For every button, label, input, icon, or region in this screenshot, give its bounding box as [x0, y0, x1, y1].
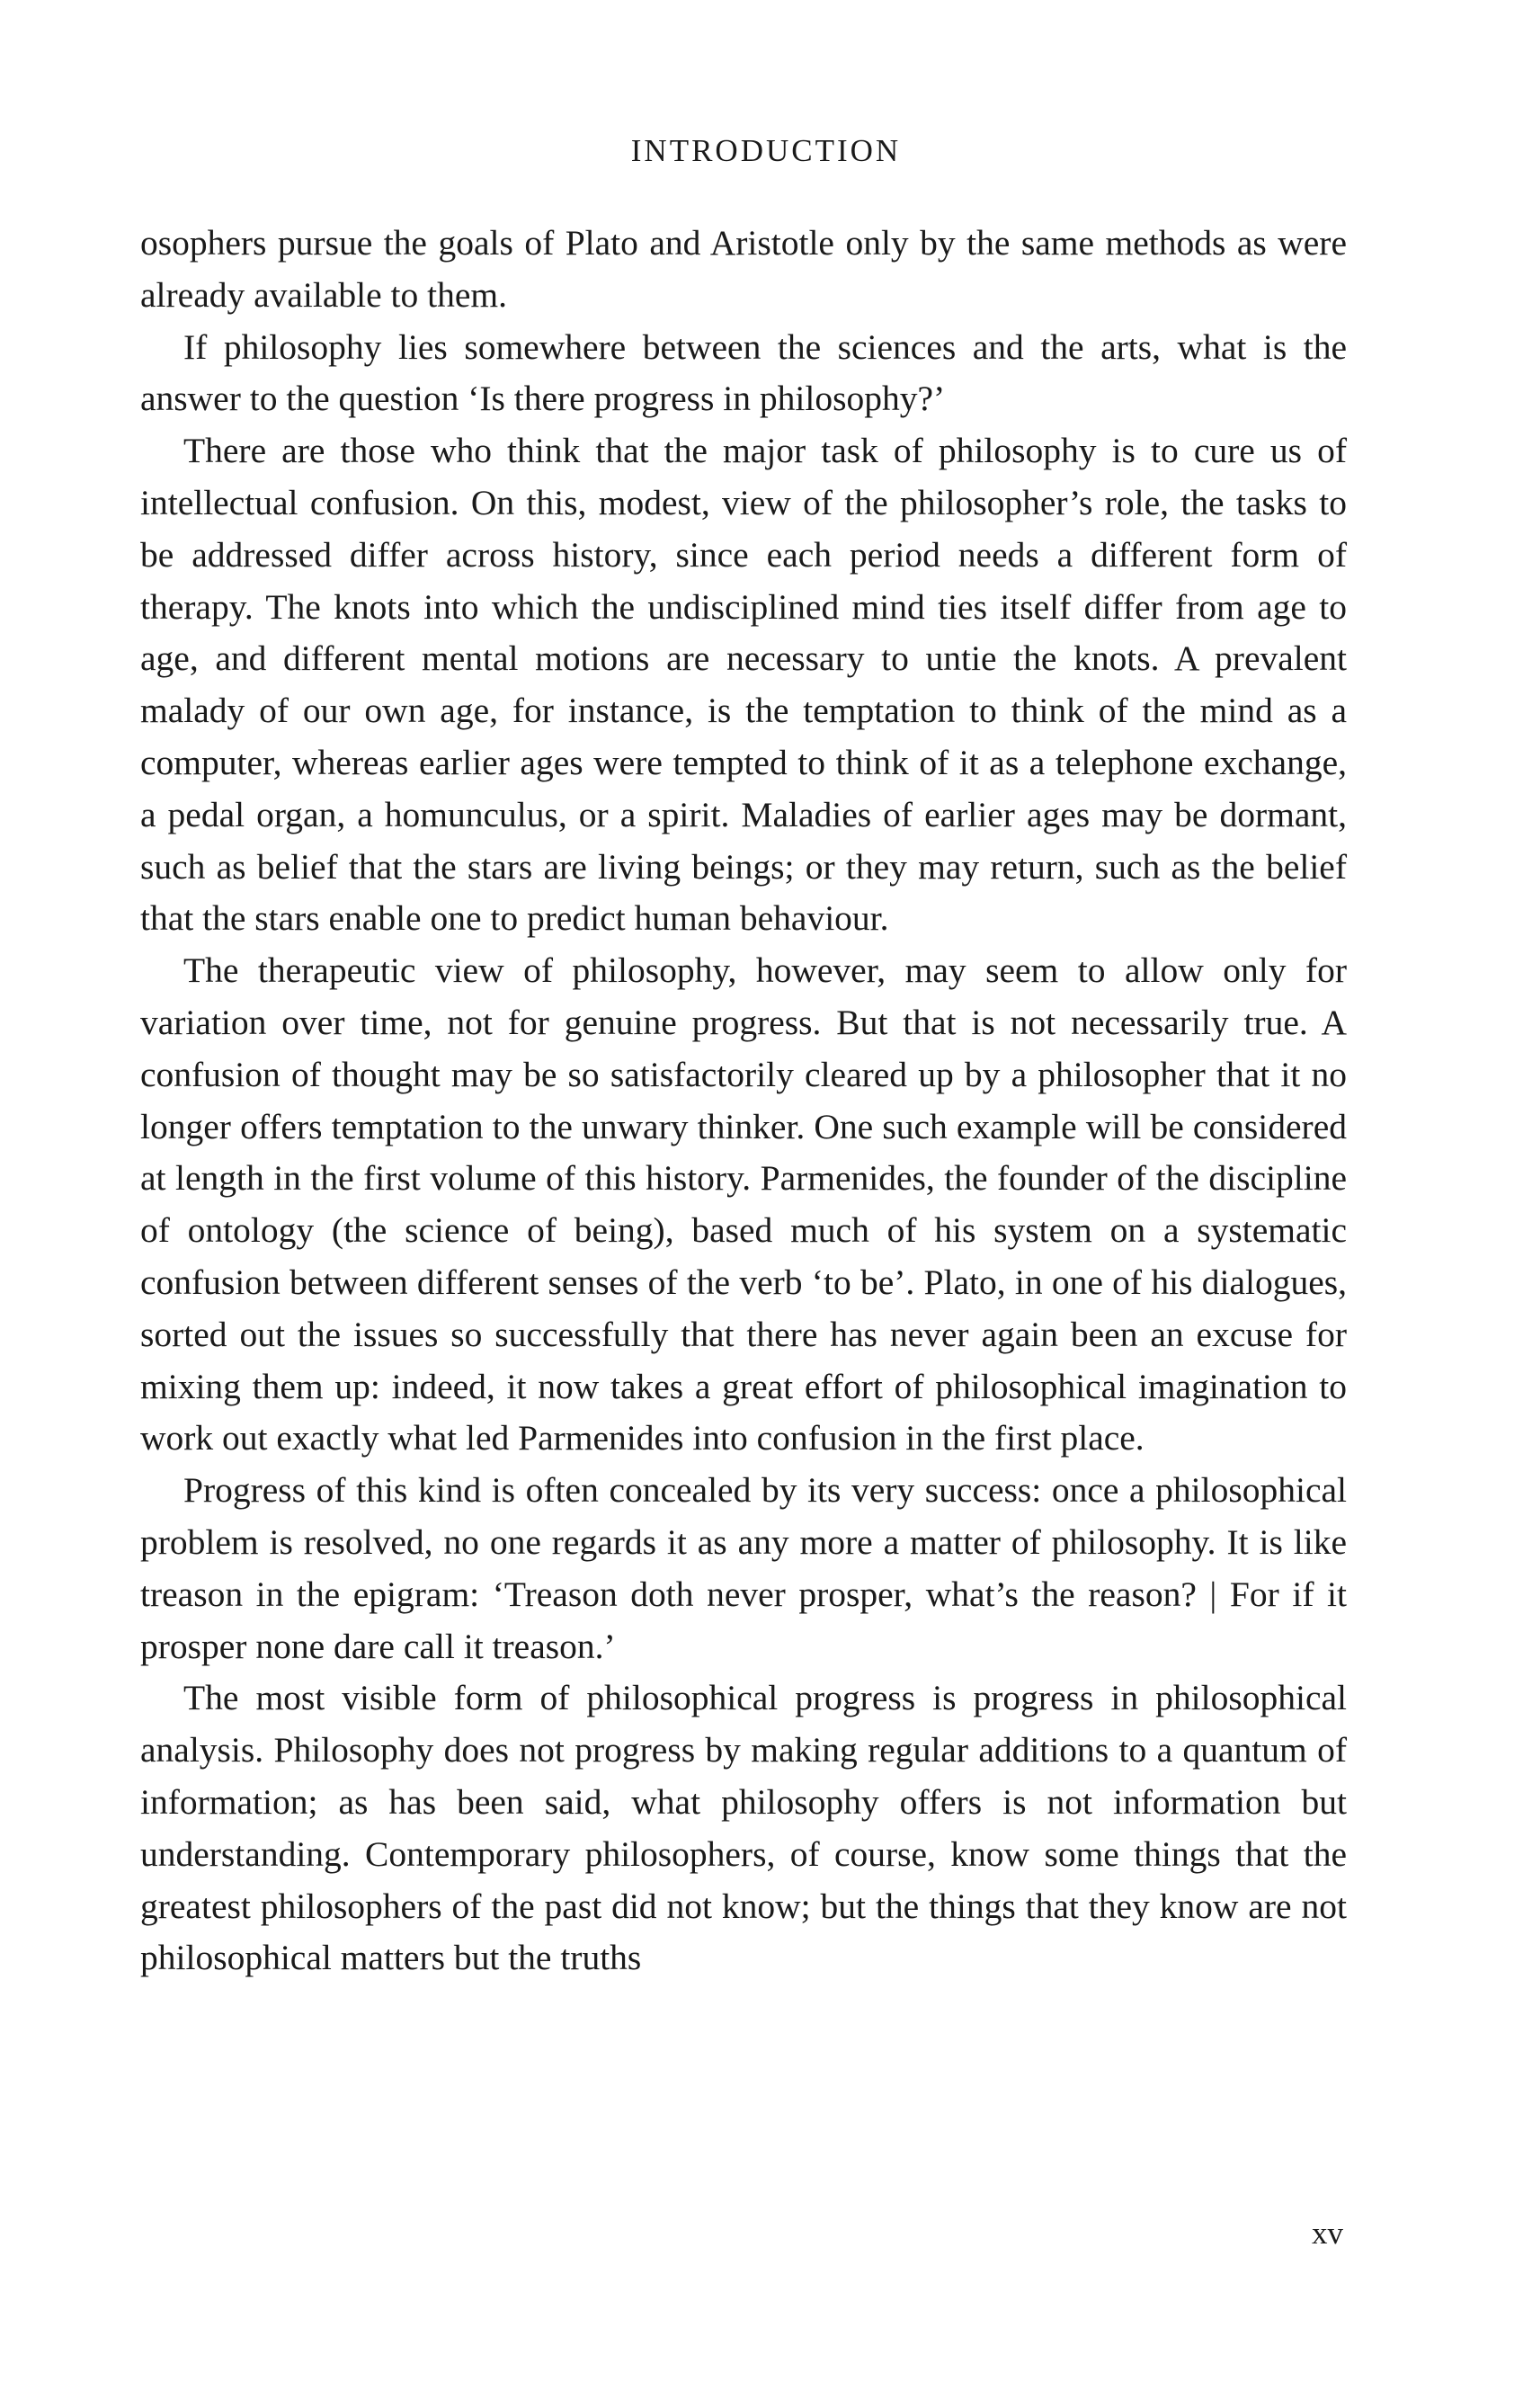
- paragraph-continued: osophers pursue the goals of Plato and Aristotle only by the same methods as were already available to them.: [140, 223, 1347, 315]
- running-head: INTRODUCTION: [630, 133, 902, 168]
- body-text: [140, 218, 1347, 1984]
- paragraph: If philosophy lies somewhere between the sciences and the arts, what is the answer to the question ‘Is there progress in philosophy?’: [140, 326, 1347, 419]
- page-number: xv: [1312, 2216, 1343, 2251]
- paragraph: The therapeutic view of philosophy, however, may seem to allow only for variation over time, not for genuine progress. But that is not necessarily true. A confusion of thought may be so satisfactorily cleared up by a philosopher that it no longer offers temptation to the unwary thinker. One such example will be considered at length in the first volume of this history. Parmenides, the founder of the discipline of ontology (the science of being), based much of his system on a systematic confusion between different senses of the verb ‘to be’. Plato, in one of his dialogues, sorted out the issues so successfully that there has never again been an excuse for mixing them up: indeed, it now takes a great effort of philosophical imagination to work out exactly what led Parmenides into confusion in the first place.: [140, 950, 1347, 1458]
- paragraph: The most visible form of philosophical progress is progress in philosophical analysis. Philosophy does not progress by making regular additions to a quantum of information; as has been said, what philosophy offers is not information but understanding. Contemporary philosophers, of course, know some things that the greatest philosophers of the past did not know; but the things that they know are not philosophical matters but the truths: [140, 1678, 1347, 1978]
- paragraph: Progress of this kind is often concealed by its very success: once a philosophical problem is resolved, no one regards it as any more a matter of philosophy. It is like treason in the epigram: ‘Treason doth never prosper, what’s the reason? | For if it prosper none dare call it treason.’: [140, 1470, 1347, 1666]
- paragraph: There are those who think that the major task of philosophy is to cure us of intellectual confusion. On this, modest, view of the philosopher’s role, the tasks to be addressed differ across history, since each period needs a different form of therapy. The knots into which the undisciplined mind ties itself differ from age to age, and different mental motions are necessary to untie the knots. A prevalent malady of our own age, for instance, is the temptation to think of the mind as a computer, whereas earlier ages were tempted to think of it as a telephone exchange, a pedal organ, a homunculus, or a spirit. Maladies of earlier ages may be dormant, such as belief that the stars are living beings; or they may return, such as the belief that the stars enable one to predict human behaviour.: [140, 431, 1347, 939]
